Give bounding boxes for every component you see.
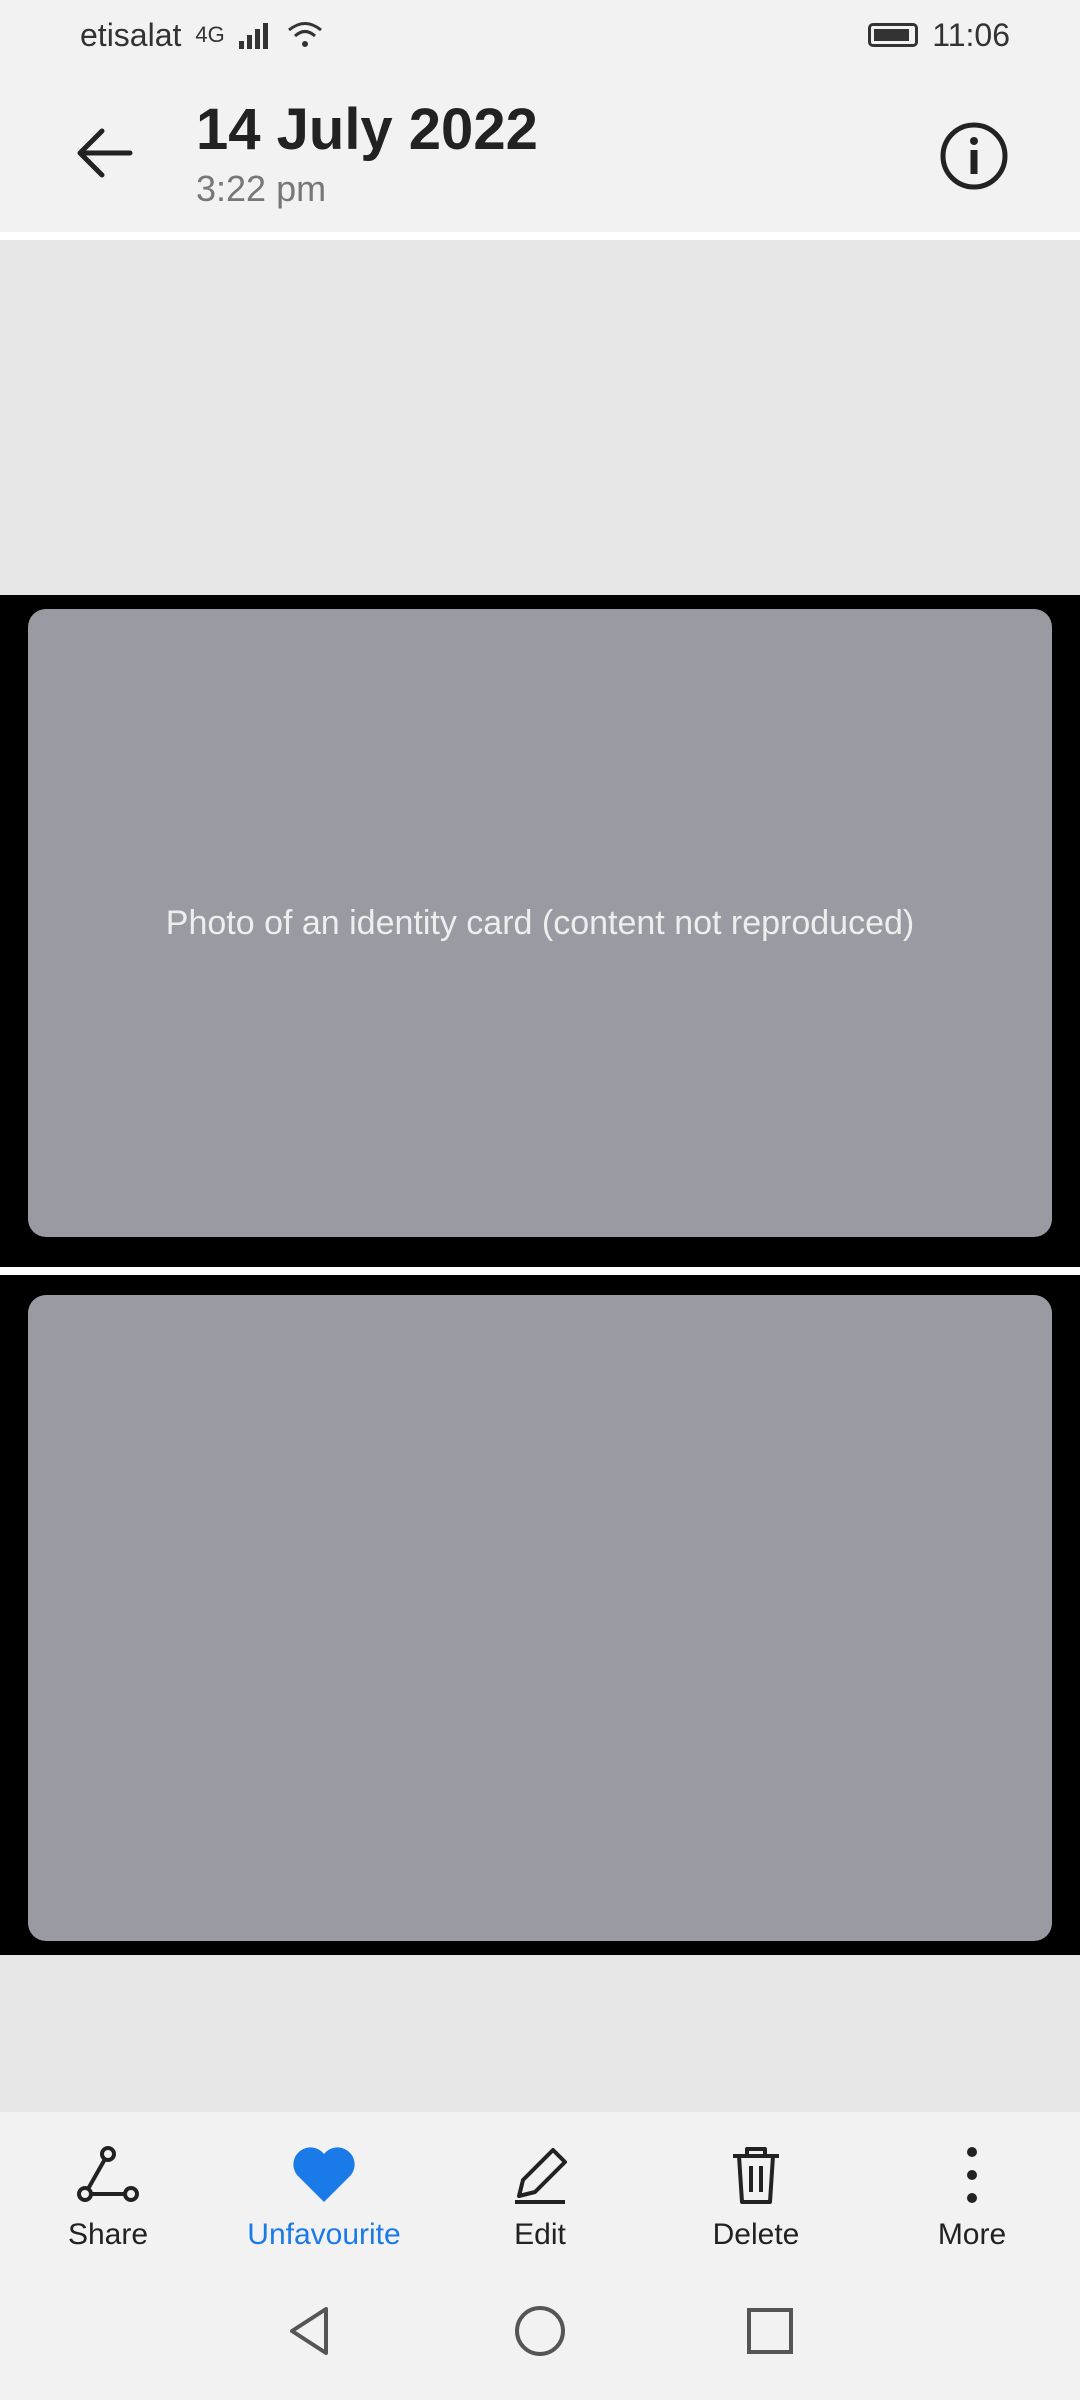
edit-button[interactable]: [432, 2112, 648, 2262]
back-arrow-icon[interactable]: [70, 118, 140, 188]
edit-label: Edit: [514, 2218, 566, 2251]
more-vertical-icon: [937, 2140, 1007, 2210]
share-button[interactable]: [0, 2112, 216, 2262]
photo-time: 3:22 pm: [196, 168, 327, 209]
clock: 11:06: [932, 16, 1010, 53]
trash-icon: [721, 2140, 791, 2210]
status-right: [868, 17, 1010, 54]
status-bar: [0, 0, 1080, 70]
nav-home-icon[interactable]: [510, 2301, 570, 2361]
battery-icon: [868, 23, 918, 47]
more-button[interactable]: [864, 2112, 1080, 2262]
delete-label: Delete: [712, 2218, 800, 2251]
wifi-icon: [287, 21, 323, 49]
photo-date: 14 July 2022: [196, 97, 538, 162]
card-back-placeholder: [28, 1295, 1052, 1941]
carrier-name: etisalat: [80, 16, 182, 53]
nav-back-icon[interactable]: [280, 2301, 340, 2361]
viewer-header: [0, 70, 1080, 240]
unfavourite-label: Unfavourite: [247, 2218, 401, 2251]
unfavourite-button[interactable]: [216, 2112, 432, 2262]
share-icon: [73, 2140, 143, 2210]
photo-viewer[interactable]: [0, 595, 1080, 1955]
placeholder-label: Photo of an identity card (content not reproduced): [165, 903, 915, 942]
share-label: Share: [67, 2218, 149, 2251]
status-left: [80, 17, 323, 54]
more-label: More: [937, 2218, 1007, 2251]
delete-button[interactable]: [648, 2112, 864, 2262]
heart-icon: [289, 2140, 359, 2210]
system-nav-bar: [0, 2262, 1080, 2400]
pencil-icon: [505, 2140, 575, 2210]
card-front-placeholder: [28, 609, 1052, 1237]
info-icon[interactable]: [938, 120, 1010, 192]
signal-icon: [239, 21, 273, 49]
network-type: 4G: [195, 22, 225, 47]
nav-recents-icon[interactable]: [740, 2301, 800, 2361]
card-divider: [0, 1267, 1080, 1275]
action-bar: [0, 2112, 1080, 2262]
